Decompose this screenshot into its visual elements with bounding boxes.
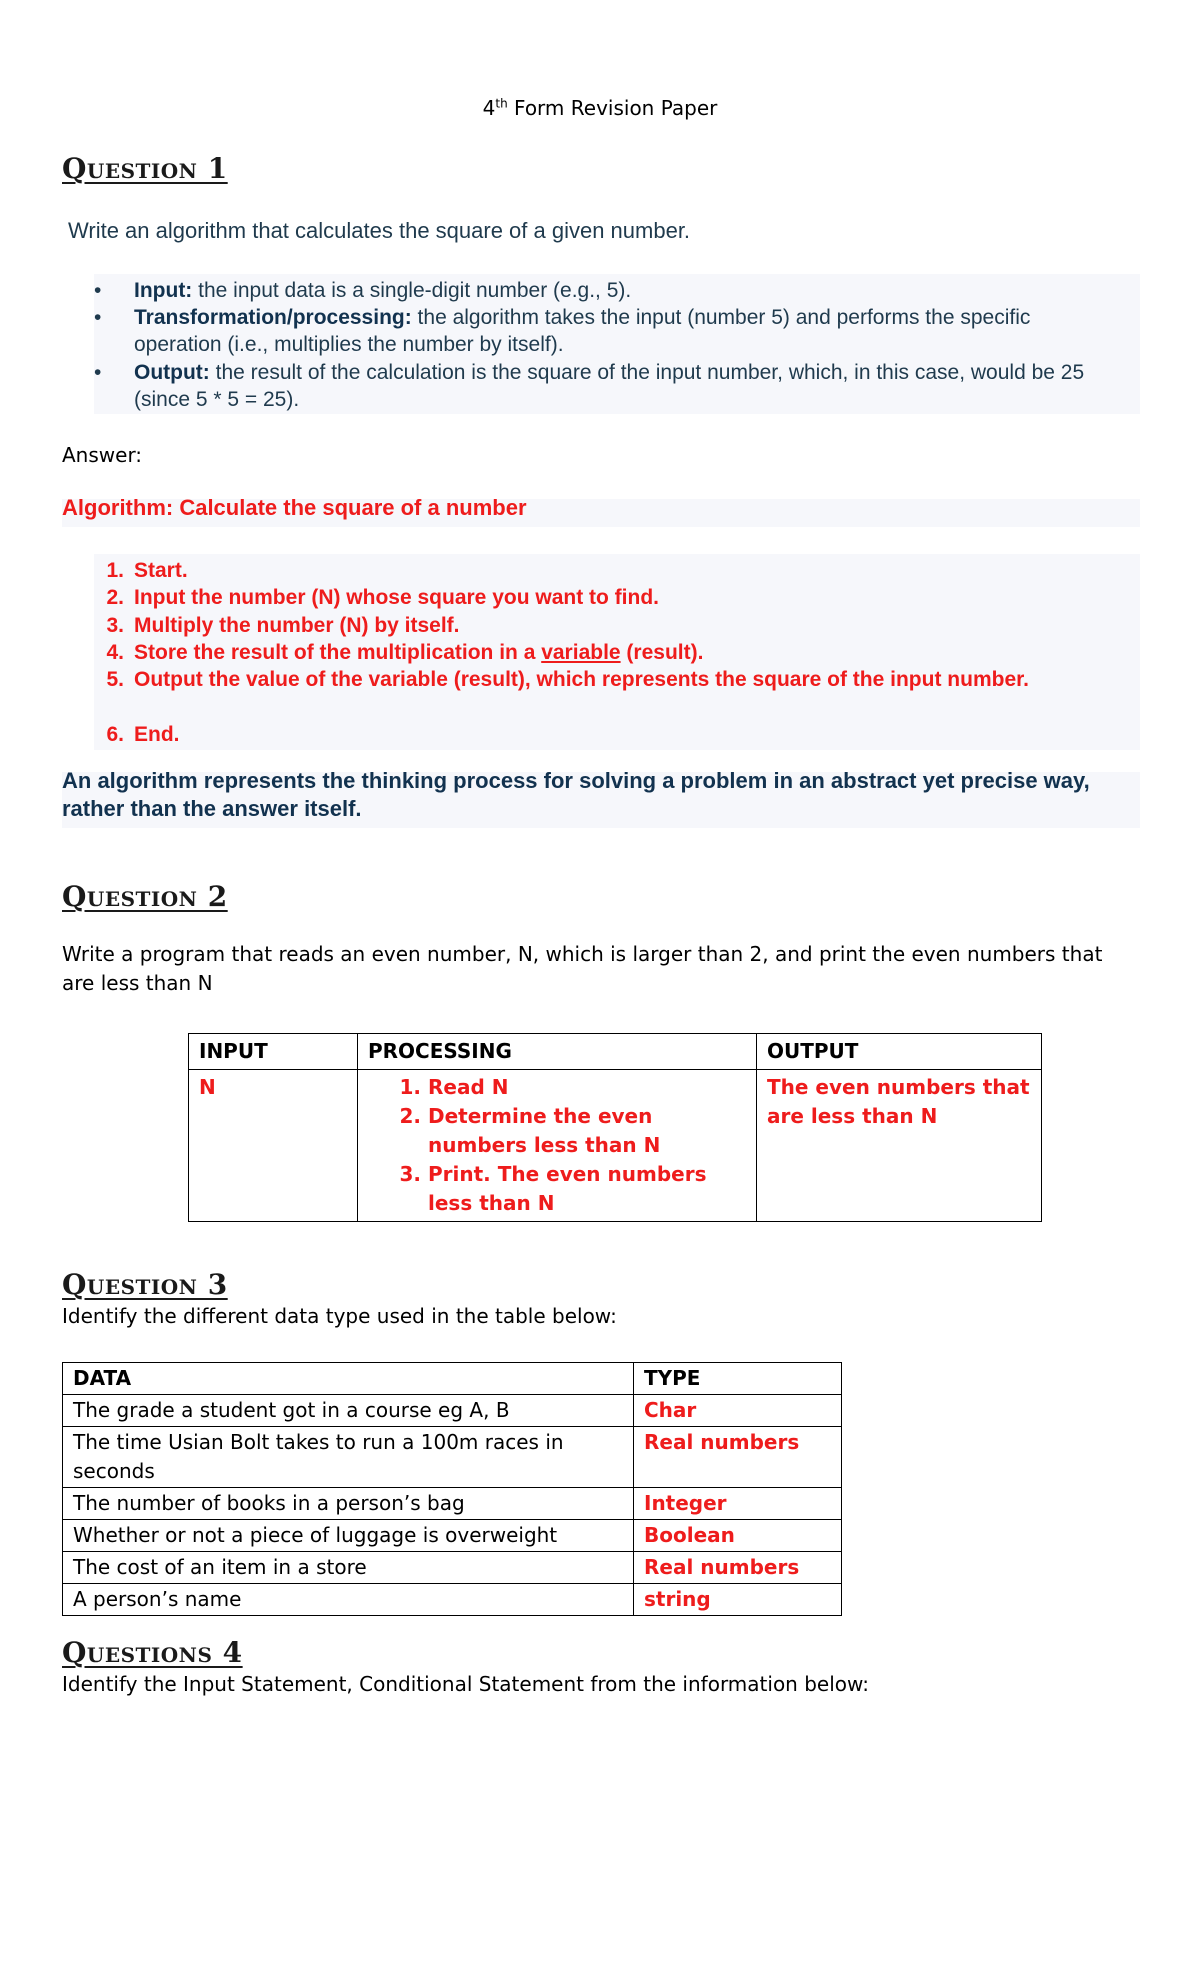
processing-step: 3. Print. The even numbers less than N bbox=[428, 1160, 746, 1218]
step-number: 2. bbox=[106, 586, 124, 609]
bullet-icon: • bbox=[94, 279, 102, 302]
step-number: 4. bbox=[106, 641, 124, 664]
answer-label: Answer: bbox=[62, 443, 143, 467]
bullet-label: Input: bbox=[134, 279, 193, 302]
step-text: End. bbox=[134, 723, 180, 746]
type-cell: Boolean bbox=[634, 1520, 842, 1552]
data-cell: Whether or not a piece of luggage is overweight bbox=[63, 1520, 634, 1552]
output-cell: The even numbers that are less than N bbox=[757, 1070, 1042, 1222]
table-row bbox=[63, 1488, 842, 1520]
step-text-post: (result). bbox=[620, 641, 704, 664]
step-number: 1. bbox=[106, 559, 124, 582]
bullet-icon: • bbox=[94, 306, 102, 329]
step-number: 3. bbox=[106, 614, 124, 637]
bullet-text: the input data is a single-digit number (e.g., 5). bbox=[192, 279, 632, 302]
processing-step: 1. Read N bbox=[428, 1073, 746, 1102]
bullet-text: the algorithm takes the input (number 5) and performs the specific operation (i.e., multiplies the number by itself). bbox=[134, 306, 1031, 356]
type-cell: Real numbers bbox=[634, 1427, 842, 1488]
bullet-label: Output: bbox=[134, 361, 210, 384]
step-number: 6. bbox=[106, 723, 124, 746]
q1-title: Question 1 bbox=[62, 152, 228, 185]
processing-step: 2. Determine the even numbers less than N bbox=[428, 1102, 746, 1160]
table-header-cell: DATA bbox=[63, 1363, 634, 1395]
bullet-icon: • bbox=[94, 361, 102, 384]
step-text: Input the number (N) whose square you want to find. bbox=[134, 586, 659, 609]
table-header-row bbox=[189, 1034, 1042, 1070]
header-title: Form Revision Paper bbox=[514, 96, 718, 120]
q4-title: Questions 4 bbox=[62, 1636, 243, 1669]
table-row bbox=[63, 1520, 842, 1552]
data-type-table bbox=[62, 1362, 842, 1616]
q4-text: Identify the Input Statement, Conditional Statement from the information below: bbox=[62, 1672, 870, 1696]
header-grade-suffix: th bbox=[495, 96, 508, 111]
data-cell: The time Usian Bolt takes to run a 100m races in seconds bbox=[63, 1427, 634, 1488]
table-header-cell: TYPE bbox=[634, 1363, 842, 1395]
step-text bbox=[134, 639, 1094, 666]
type-cell: Char bbox=[634, 1395, 842, 1427]
q3-text: Identify the different data type used in the table below: bbox=[62, 1304, 617, 1328]
table-row bbox=[189, 1070, 1042, 1222]
q1-intro: Write an algorithm that calculates the square of a given number. bbox=[68, 218, 691, 243]
data-cell: The number of books in a person’s bag bbox=[63, 1488, 634, 1520]
type-cell: string bbox=[634, 1584, 842, 1616]
step-text: Multiply the number (N) by itself. bbox=[134, 614, 460, 637]
table-row bbox=[63, 1584, 842, 1616]
table-header-row bbox=[63, 1363, 842, 1395]
step-text: Output the value of the variable (result), which represents the square of the input number. bbox=[134, 668, 1029, 691]
data-cell: The cost of an item in a store bbox=[63, 1552, 634, 1584]
input-cell: N bbox=[189, 1070, 358, 1222]
step-number: 5. bbox=[106, 668, 124, 691]
step-text: Start. bbox=[134, 559, 188, 582]
table-header-cell: OUTPUT bbox=[757, 1034, 1042, 1070]
header-grade: 4 bbox=[482, 96, 496, 120]
q2-text: Write a program that reads an even number, N, which is larger than 2, and print the even numbers that are less than N bbox=[62, 942, 1103, 995]
q2-title: Question 2 bbox=[62, 880, 228, 913]
processing-list bbox=[368, 1073, 746, 1218]
data-cell: A person’s name bbox=[63, 1584, 634, 1616]
table-row bbox=[63, 1395, 842, 1427]
bullet-label: Transformation/processing: bbox=[134, 306, 412, 329]
table-row bbox=[63, 1552, 842, 1584]
processing-cell bbox=[358, 1070, 757, 1222]
ipo-table bbox=[188, 1033, 1042, 1222]
algorithm-summary: An algorithm represents the thinking process for solving a problem in an abstract yet precise way, rather than the answer itself. bbox=[62, 768, 1090, 821]
q3-title: Question 3 bbox=[62, 1268, 228, 1301]
variable-link[interactable]: variable bbox=[541, 641, 621, 664]
bullet-text: the result of the calculation is the square of the input number, which, in this case, would be 25 (since 5 * 5 = 25). bbox=[134, 361, 1085, 411]
algorithm-title: Algorithm: Calculate the square of a number bbox=[62, 495, 527, 520]
table-row bbox=[63, 1427, 842, 1488]
step-text-pre: Store the result of the multiplication in a bbox=[134, 641, 542, 664]
table-header-cell: INPUT bbox=[189, 1034, 358, 1070]
page-header bbox=[0, 96, 1200, 120]
type-cell: Real numbers bbox=[634, 1552, 842, 1584]
table-header-cell: PROCESSING bbox=[358, 1034, 757, 1070]
data-cell: The grade a student got in a course eg A, B bbox=[63, 1395, 634, 1427]
type-cell: Integer bbox=[634, 1488, 842, 1520]
